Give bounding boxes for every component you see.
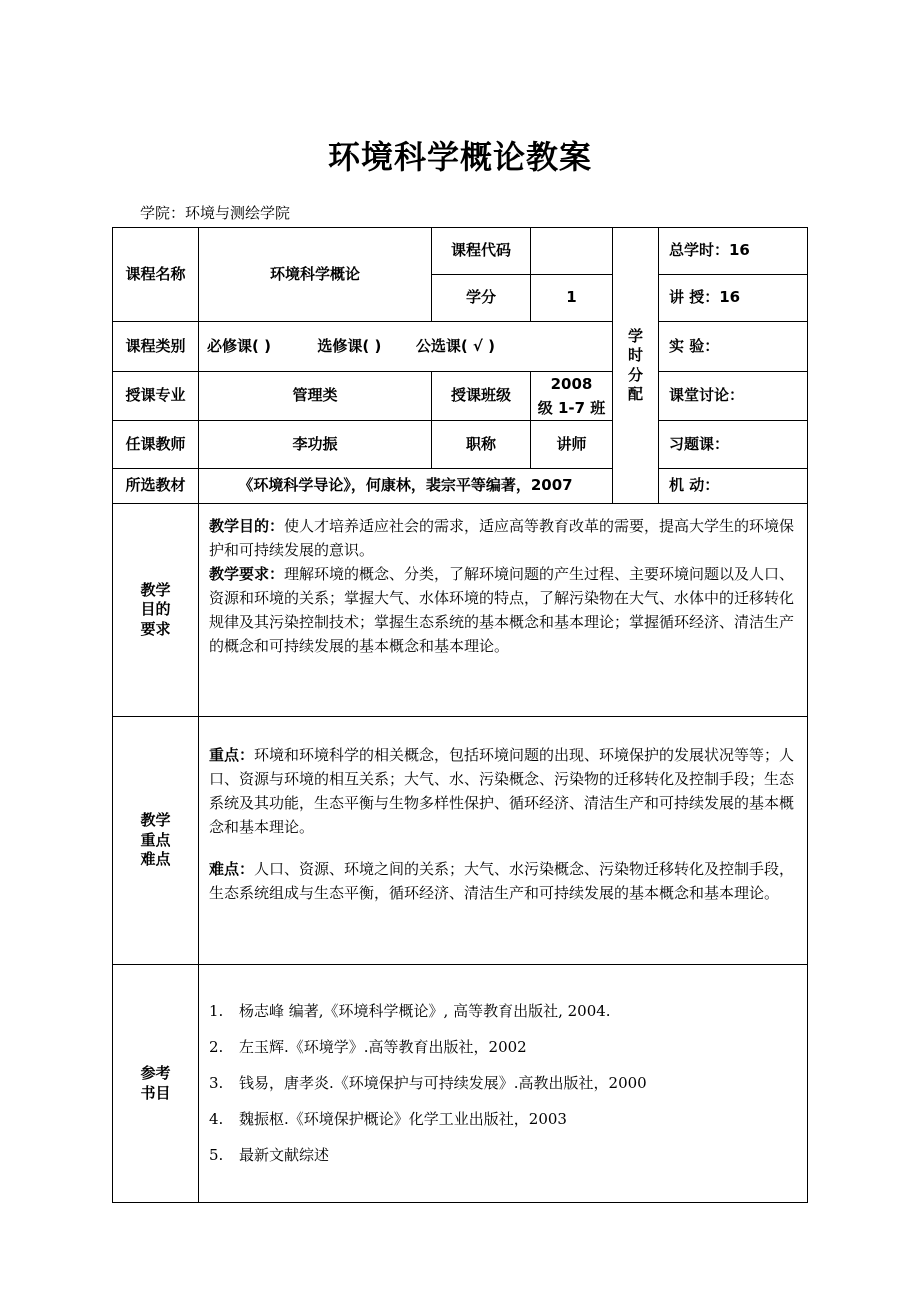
requirement-text: 理解环境的概念、分类，了解环境问题的产生过程、主要环境问题以及人口、资源和环境的关系；掌握大气、水体环境的特点，了解污染物在大气、水体中的迁移转化规律及其污染控制技术；掌握生态系统的基本概念和基本理论；掌握循环经济、清洁生产的概念和可持续发展的基本概念和基本理论。: [209, 565, 795, 655]
keypoints-label: 教学 重点 难点: [113, 717, 199, 965]
references-content: [199, 965, 808, 1203]
purpose-text: 使人才培养适应社会的需求，适应高等教育改革的需要，提高大学生的环境保护和可持续发展的意识。: [209, 517, 795, 559]
course-code-value: [531, 228, 613, 275]
total-hours: 总学时：16: [659, 228, 808, 275]
difficult-points: [209, 857, 799, 905]
key-points: [209, 743, 799, 839]
list-item: 1. 杨志峰 编著,《环境科学概论》, 高等教育出版社, 2004.: [209, 1002, 611, 1020]
lesson-plan-table: [112, 227, 808, 1203]
list-item: 5. 最新文献综述: [209, 1146, 330, 1164]
exercise-hours: 习题课：: [659, 421, 808, 469]
teacher-label: 任课教师: [113, 421, 199, 469]
class-value-line1: 2008: [550, 375, 593, 393]
course-name-label: 课程名称: [113, 228, 199, 322]
course-type-label: 课程类别: [113, 322, 199, 372]
hours-label-char-2: 时: [627, 346, 643, 364]
list-item: 4. 魏振枢.《环境保护概论》化学工业出版社，2003: [209, 1110, 567, 1128]
flexible-hours: 机 动：: [659, 469, 808, 504]
document-title: 环境科学概论教案: [327, 138, 592, 176]
credit-value: 1: [531, 275, 613, 322]
references-list: [209, 993, 799, 1173]
list-item: 3. 钱易，唐孝炎.《环境保护与可持续发展》.高教出版社，2000: [209, 1074, 647, 1092]
key-text: 环境和环境科学的相关概念，包括环境问题的出现、环境保护的发展状况等等；人口、资源与环境的相互关系；大气、水、污染概念、污染物的迁移转化及控制手段；生态系统及其功能，生态平衡与生物多样性保护、循环经济、清洁生产和可持续发展的基本概念和基本理论。: [209, 746, 795, 836]
difficult-title: 难点：: [209, 860, 255, 878]
discussion-hours: 课堂讨论：: [659, 372, 808, 421]
objectives-label: 教学 目的 要求: [113, 504, 199, 717]
requirement-title: 教学要求：: [209, 565, 285, 583]
class-value-line2: 级 1-7 班: [537, 399, 606, 417]
type-elective: 选修课( ): [317, 336, 382, 355]
lecture-hours: 讲 授：16: [659, 275, 808, 322]
hours-label-char-3: 分: [627, 365, 643, 384]
references-label: 参考 书目: [113, 965, 199, 1203]
experiment-hours: 实 验：: [659, 322, 808, 372]
course-code-label: 课程代码: [432, 228, 531, 275]
teacher-value: 李功振: [199, 421, 432, 469]
type-required: 必修课( ): [207, 336, 271, 355]
keypoints-content: [199, 717, 808, 965]
hours-label-char-4: 配: [627, 385, 643, 403]
class-value: [531, 372, 613, 421]
hours-allocation-label: [613, 228, 659, 504]
course-type-options: [199, 322, 613, 372]
difficult-text: 人口、资源、环境之间的关系；大气、水污染概念、污染物迁移转化及控制手段，生态系统组成与生态平衡，循环经济、清洁生产和可持续发展的基本概念和基本理论。: [209, 860, 795, 902]
type-public: 公选课( √ ): [415, 336, 495, 355]
teaching-purpose: [209, 514, 799, 562]
credit-label: 学分: [432, 275, 531, 322]
course-name-value: 环境科学概论: [199, 228, 432, 322]
textbook-value: 《环境科学导论》，何康林，裴宗平等编著，2007: [199, 469, 613, 504]
class-label: 授课班级: [432, 372, 531, 421]
textbook-label: 所选教材: [113, 469, 199, 504]
hours-label-char-1: 学: [627, 326, 643, 345]
key-title: 重点：: [209, 746, 255, 764]
teaching-requirements: [209, 562, 799, 658]
list-item: 2. 左玉辉.《环境学》.高等教育出版社，2002: [209, 1038, 527, 1056]
major-label: 授课专业: [113, 372, 199, 421]
objectives-content: [199, 504, 808, 717]
college-line: 学院：环境与测绘学院: [140, 204, 291, 222]
rank-label: 职称: [432, 421, 531, 469]
purpose-title: 教学目的：: [209, 517, 285, 535]
rank-value: 讲师: [531, 421, 613, 469]
major-value: 管理类: [199, 372, 432, 421]
